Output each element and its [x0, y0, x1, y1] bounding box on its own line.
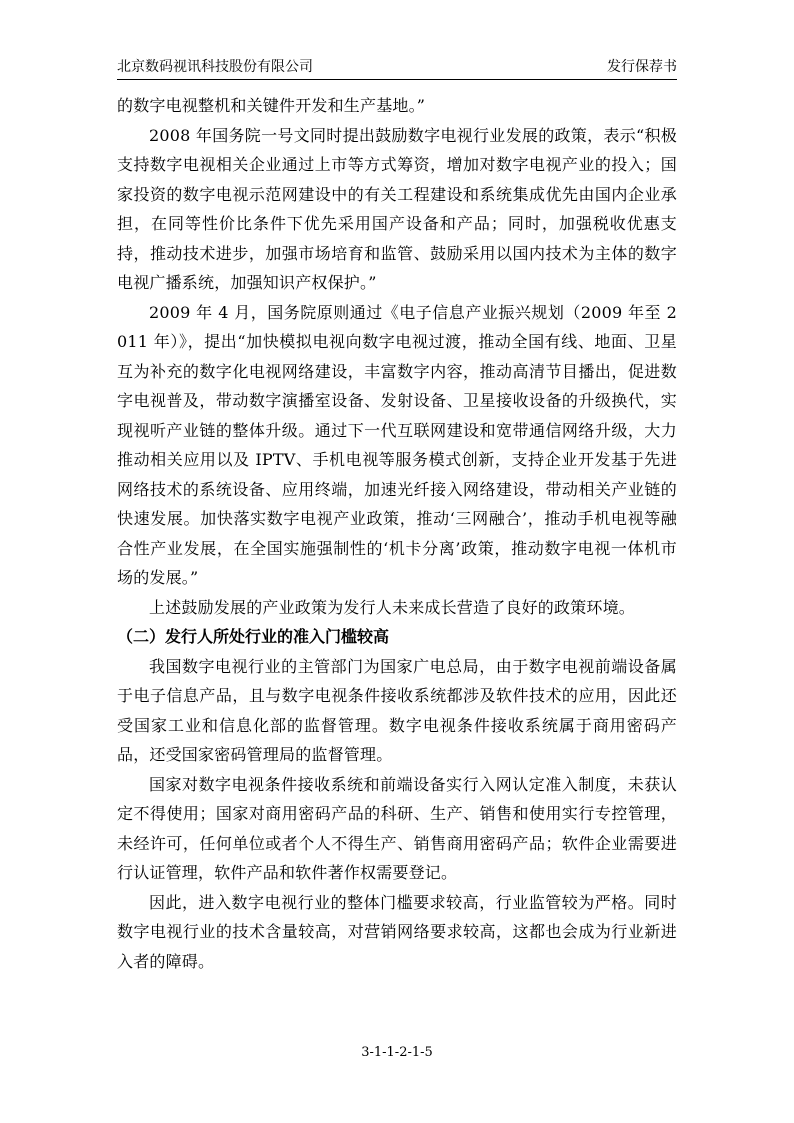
paragraph-2008-policy: 2008 年国务院一号文同时提出鼓励数字电视行业发展的政策，表示“积极支持数字电视相关企业通过上市等方式筹资，增加对数字电视产业的投入；国家投资的数字电视示范网建设中的有关工程建设和系统集成优先由国内企业承担，在同等性价比条件下优先采用国产设备和产品；同时，加强税收优惠支持，推动技术进步，加强市场培育和监管、鼓励采用以国内技术为主体的数字电视广播系统，加强知识产权保护。”	[117, 125, 677, 292]
header-document-type: 发行保荐书	[607, 59, 677, 75]
paragraph-2009-plan: 2009 年 4 月，国务院原则通过《电子信息产业振兴规划（2009 年至 2011 年）》，提出“加快模拟电视向数字电视过渡，推动全国有线、地面、卫星互为补充的数字化电视网络建设，丰富数字内容，推动高清节目播出，促进数字电视普及，带动数字演播室设备、发射设备、卫星接收设备的升级换代，实现视听产业链的整体升级。通过下一代互联网建设和宽带通信网络升级，大力推动相关应用以及 IPTV、手机电视等服务模式创新，支持企业开发基于先进网络技术的系统设备、应用终端，加速光纤接入网络建设，带动相关产业链的快速发展。加快落实数字电视产业政策，推动‘三网融合’，推动手机电视等融合性产业发展，在全国实施强制性的‘机卡分离’政策，推动数字电视一体机市场的发展。”	[117, 302, 677, 587]
page-number: 3-1-1-2-1-5	[361, 1045, 433, 1060]
document-body	[117, 91, 677, 976]
paragraph-access-system: 国家对数字电视条件接收系统和前端设备实行入网认定准入制度，未获认定不得使用；国家对商用密码产品的科研、生产、销售和使用实行专控管理，未经许可，任何单位或者个人不得生产、销售商用密码产品；软件企业需要进行认证管理，软件产品和软件著作权需要登记。	[117, 774, 677, 882]
paragraph-regulators: 我国数字电视行业的主管部门为国家广电总局，由于数字电视前端设备属于电子信息产品，且与数字电视条件接收系统都涉及软件技术的应用，因此还受国家工业和信息化部的监督管理。数字电视条件接收系统属于商用密码产品，还受国家密码管理局的监督管理。	[117, 656, 677, 764]
section-heading: （二）发行人所处行业的准入门槛较高	[117, 627, 390, 646]
paragraph-policy-summary: 上述鼓励发展的产业政策为发行人未来成长营造了良好的政策环境。	[149, 597, 636, 617]
paragraph-conclusion: 因此，进入数字电视行业的整体门槛要求较高，行业监管较为严格。同时数字电视行业的技术含量较高，对营销网络要求较高，这都也会成为行业新进入者的障碍。	[117, 892, 677, 971]
page-header	[117, 55, 677, 80]
paragraph-continuation: 的数字电视整机和关键件开发和生产基地。”	[117, 96, 426, 115]
header-company-name: 北京数码视讯科技股份有限公司	[117, 59, 313, 75]
